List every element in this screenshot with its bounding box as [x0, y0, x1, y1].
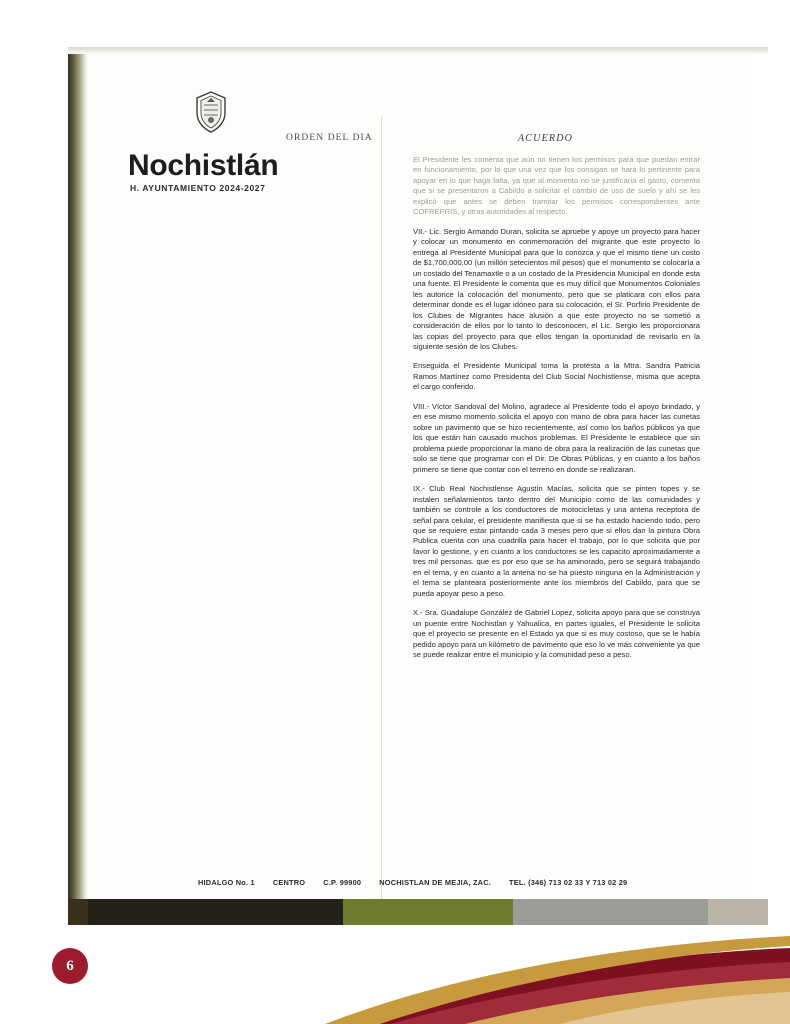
paragraph: VIII.- Víctor Sandoval del Molino, agradece al Presidente todo el apoyo brindado, y en ese mismo momento solicita el apoyo con mano de obra para hacer las cunetas sobre un pavimento que se hizo recientemente, así como los baños públicos ya que los que están han causado muchos problemas. El Presidente le establece que sin problema puede proporcionar la mano de obra para la realización de las cunetas que solo se tiene que programar con el Dir. De Obras Públicas, y en cuanto a los baños primero se tiene que contar con el terreno en donde se realizaran.	[413, 401, 700, 474]
paragraph: Enseguida el Presidente Municipal toma la protesta a la Mtra. Sandra Patricia Ramos Martínez como Presidenta del Club Social Nochistlense, misma que acepta el cargo conferido.	[413, 361, 700, 392]
footer-district: CENTRO	[272, 878, 306, 887]
decorative-swoosh	[230, 932, 790, 1024]
document-footer	[198, 878, 718, 887]
paragraph: X.- Sra. Guadalupe González de Gabriel Lopez, solicita apoyo para que se construya un puente entre Nochistlan y Yahualica, en partes iguales, el Presidente le solicita que el proyecto se presente en el Estado ya que si es muy costoso, que se le había pedido apoyo para un kilómetro de pavimento que eso lo ve más conveniente ya que se puede realizar entre el municipio y la comunidad peso a peso.	[413, 608, 700, 660]
brand-title: Nochistlán	[128, 149, 279, 182]
band-segment	[68, 899, 88, 925]
orden-del-dia-label: ORDEN DEL DIA	[286, 133, 373, 143]
paragraph: El Presidente les comenta que aún no tienen los permisos para que puedan entrar en funcionamiento, por lo que una vez que los consigan se hará lo pertinente para apoyar en lo que haga falta, ya que al momento no se justificaría el gasto, comenta que si se presentaron a Cabildo a solicitar el cambio de uso de suelo y ahí se les explicó que antes se deben tramitar los permisos correspondientes ante COFREPRIS, y otras autoridades al respecto.	[413, 155, 700, 217]
band-segment	[343, 899, 513, 925]
band-segment	[88, 899, 343, 925]
footer-phone: TEL. (346) 713 02 33 Y 713 02 29	[509, 878, 628, 887]
paragraph: VII.- Lic. Sergio Armando Duran, solicita se apruebe y apoye un proyecto para hacer y colocar un monumento en conmemoración del migrante que este proyecto lo entrega al Presidente Municipal para que lo conozca y que el mismo tiene un costo de $1,700,000.00 (un millón setecientos mil pesos) que el monumento se colocaría a un costado del Tenamaxtle o a un costado de la Presidencia Municipal en donde esta una fuente. El Presidente le comenta que es muy difícil que Monumentos Coloniales les autorice la colocación del monumento, pero que se platicara con ellos para determinar donde es el lugar idóneo para su colocación, el Sr. Porfirio Presidente de los Clubes de Migrantes hace alusión a que este proyecto no se sometió a consideración de ellos por lo tanto lo desconocen, el Lic. Sergio les proporcionara las copias del proyecto para que ellos tengan la oportunidad de revisarlo en la siguiente sesión de los Clubes.	[413, 226, 700, 351]
page-number-badge: 6	[52, 948, 88, 984]
footer-postal-code: C.P. 99900	[323, 878, 362, 887]
band-segment	[708, 899, 768, 925]
scanned-document	[68, 47, 768, 925]
footer-city: NOCHISTLAN DE MEJIA, ZAC.	[379, 878, 492, 887]
band-segment	[513, 899, 708, 925]
acuerdo-body	[413, 155, 700, 670]
scan-edge-top	[68, 47, 768, 54]
paragraph: IX.- Club Real Nochistlense Agustín Macías, solicita que se pinten topes y se instalen señalamientos tanto dentro del Municipio como de las comunidades y también se controle a los conductores de motocicletas y una antena receptora de señal para celular, el presidente manifiesta que si se ha estado haciendo todo, pero que se requiere estar pintando cada 3 meses pero que si ellos dan la pintura Obra Publica cuenta con una cuadrilla para hacer el trabajo, por lo que solicita que por favor lo gestione, y en cuanto a los conductores se les capacito aproximadamente a tres mil personas. que es por eso que se ha aminorado, pero se seguirá trabajando en el tema, y en cuanto a la antena no se ha puesto ninguna en la Administración y el tema se planteara posteriormente ante los miembros del Cabildo, para que se pueda apoyar peso a peso.	[413, 484, 700, 598]
scan-edge-left	[68, 47, 88, 925]
footer-address: HIDALGO No. 1	[198, 878, 255, 887]
municipal-crest-icon	[188, 89, 234, 135]
brand-subtitle: H. AYUNTAMIENTO 2024-2027	[130, 183, 266, 193]
acuerdo-heading: ACUERDO	[518, 133, 574, 144]
column-divider	[381, 117, 382, 907]
footer-color-band	[68, 899, 768, 925]
